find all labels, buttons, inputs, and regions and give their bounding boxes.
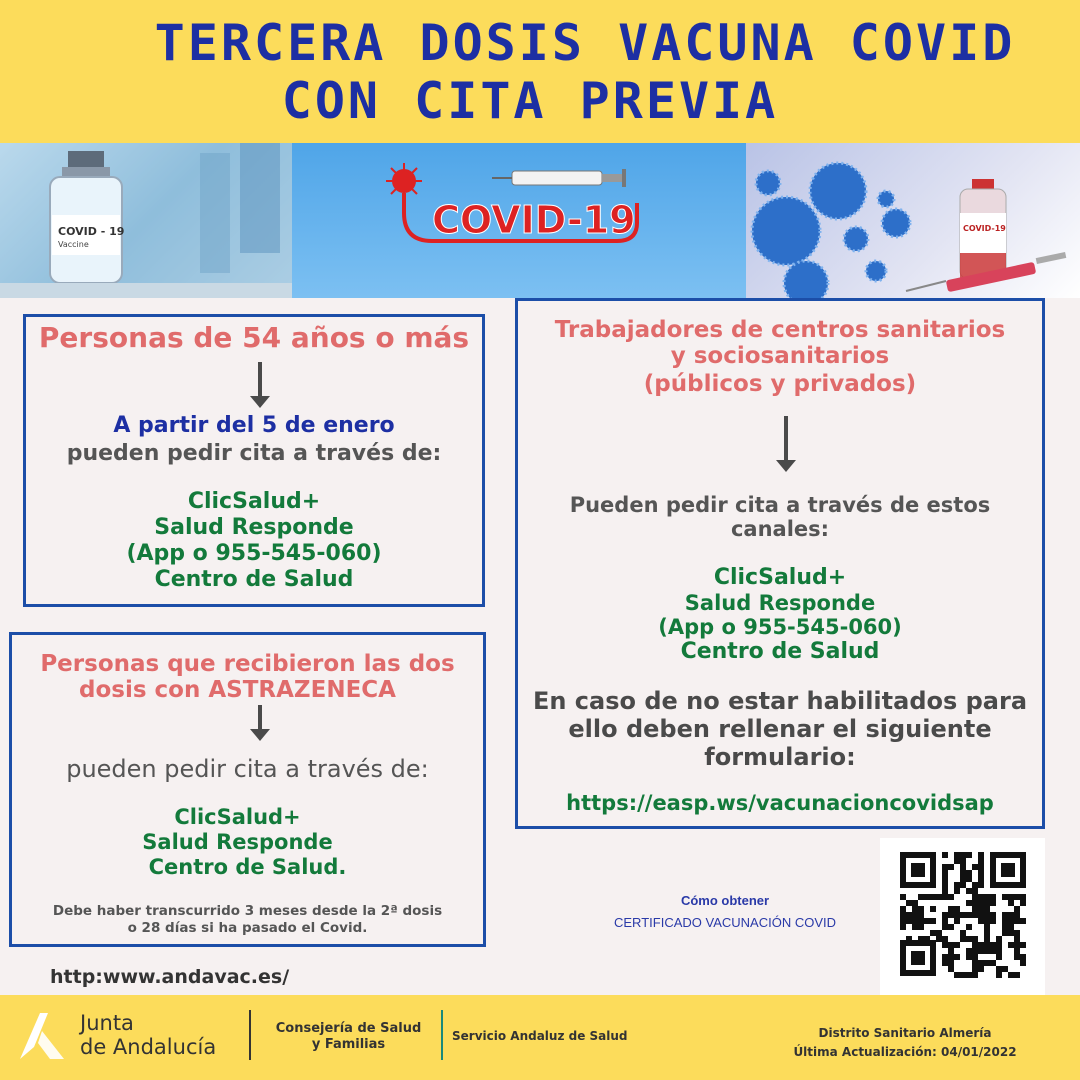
distrito-sanitario: Distrito Sanitario Almería <box>818 1026 992 1040</box>
channel-salud-responde: Salud Responde <box>684 591 876 615</box>
andavac-website-link[interactable]: http:www.andavac.es/ <box>50 966 290 988</box>
channel-app-phone: (App o 955-545-060) <box>126 541 382 566</box>
header-banner <box>0 0 1080 143</box>
servicio-andaluz-salud: Servicio Andaluz de Salud <box>452 1029 628 1043</box>
workers-heading-line-3: (públicos y privados) <box>643 371 917 397</box>
vial-sublabel: Vaccine <box>58 240 89 249</box>
syringe-icon <box>492 169 626 187</box>
footer-divider <box>441 1010 443 1060</box>
workers-heading-line-2: y sociosanitarios <box>670 343 890 369</box>
form-instruction-line-1: En caso de no estar habilitados para <box>532 687 1028 715</box>
covid-syringe-illustration <box>292 143 746 298</box>
down-arrow-icon <box>258 362 262 398</box>
covid-19-text: COVID-19 <box>432 198 636 242</box>
health-workers-card <box>515 298 1045 829</box>
vaccine-vial-photo <box>0 143 292 298</box>
down-arrow-icon <box>784 416 788 462</box>
junta-andalucia-logo-icon <box>14 1007 70 1063</box>
channel-clicsalud: ClicSalud+ <box>187 489 321 514</box>
workers-lead-line-2: canales: <box>730 517 830 541</box>
channel-salud-responde: Salud Responde <box>154 515 354 540</box>
right-vial-label: COVID-19 <box>963 224 1006 233</box>
vaccine-vial-illustration <box>0 143 292 298</box>
requirement-note-line-2: o 28 días si ha pasado el Covid. <box>127 920 368 936</box>
certificate-title: Cómo obtener <box>680 893 770 908</box>
channel-centro-salud: Centro de Salud <box>154 567 354 592</box>
channel-salud-responde: Salud Responde <box>142 830 333 854</box>
qr-code[interactable] <box>880 838 1045 995</box>
virus-particles-illustration <box>746 143 1080 298</box>
covid-banner-photo <box>292 143 746 298</box>
age-group-card <box>23 314 485 607</box>
vial-label: COVID - 19 <box>58 225 125 238</box>
form-url-link[interactable]: https://easp.ws/vacunacioncovidsap <box>566 791 994 815</box>
astrazeneca-heading-line-1: Personas que recibieron las dos <box>40 651 455 677</box>
channel-app-phone: (App o 955-545-060) <box>658 615 902 639</box>
consejeria-line-2: y Familias <box>311 1037 386 1052</box>
start-date: A partir del 5 de enero <box>113 413 395 438</box>
channel-centro-salud: Centro de Salud. <box>148 855 347 879</box>
qr-code-graphic <box>880 838 1045 995</box>
footer-bar <box>0 995 1080 1080</box>
workers-heading-line-1: Trabajadores de centros sanitarios <box>554 317 1006 343</box>
booking-lead: pueden pedir cita a través de: <box>66 441 442 466</box>
right-vial-icon <box>960 179 1006 279</box>
junta-line-1: Junta <box>80 1011 134 1035</box>
workers-lead-line-1: Pueden pedir cita a través de estos <box>569 493 991 517</box>
channel-centro-salud: Centro de Salud <box>680 639 880 664</box>
age-group-heading: Personas de 54 años o más <box>38 321 470 354</box>
footer-divider <box>249 1010 251 1060</box>
title-line-1: TERCERA DOSIS VACUNA COVID <box>154 14 1016 72</box>
booking-lead: pueden pedir cita a través de: <box>66 755 429 783</box>
down-arrow-icon <box>258 705 262 731</box>
astrazeneca-heading-line-2: dosis con ASTRAZENECA <box>79 677 396 703</box>
virus-syringe-photo <box>746 143 1080 298</box>
form-instruction-line-3: formulario: <box>704 743 856 771</box>
channel-clicsalud: ClicSalud+ <box>174 805 301 829</box>
form-instruction-line-2: ello deben rellenar el siguiente <box>568 715 992 743</box>
title-line-2: CON CITA PREVIA <box>281 72 779 130</box>
certificate-subtitle: CERTIFICADO VACUNACIÓN COVID <box>614 915 836 930</box>
channel-clicsalud: ClicSalud+ <box>713 565 847 590</box>
last-update: Última Actualización: 04/01/2022 <box>793 1045 1017 1059</box>
junta-line-2: de Andalucía <box>80 1035 217 1059</box>
requirement-note-line-1: Debe haber transcurrido 3 meses desde la 2ª dosis <box>52 903 443 919</box>
astrazeneca-card <box>9 632 486 947</box>
consejeria-line-1: Consejería de Salud <box>275 1021 422 1036</box>
